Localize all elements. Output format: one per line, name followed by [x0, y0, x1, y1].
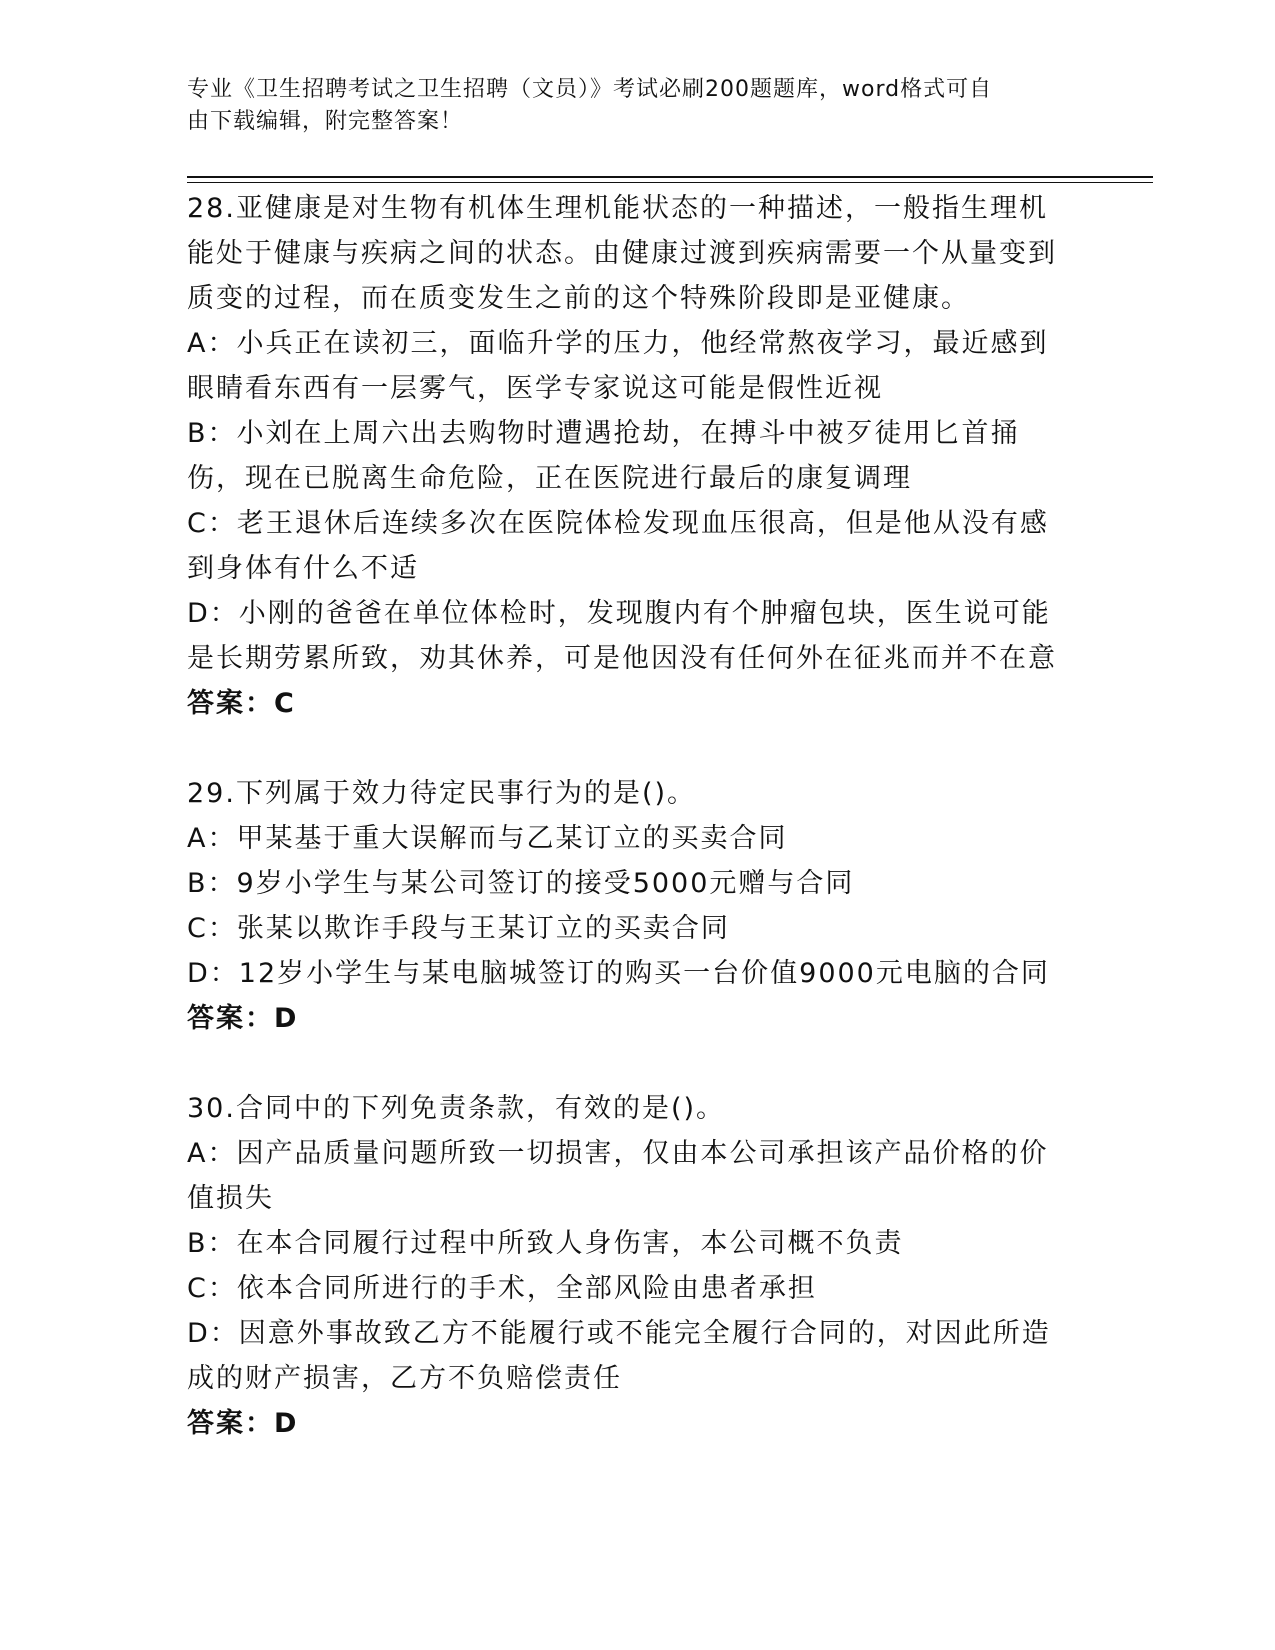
question-stem: 29.下列属于效力待定民事行为的是()。: [187, 778, 697, 809]
option-a: A：因产品质量问题所致一切损害，仅由本公司承担该产品价格的价值损失: [187, 1138, 1049, 1214]
answer-label: 答案：C: [187, 688, 296, 719]
question-28: [187, 186, 1067, 726]
option-c: C：张某以欺诈手段与王某订立的买卖合同: [187, 913, 730, 944]
question-stem: 28.亚健康是对生物有机体生理机能状态的一种描述，一般指生理机能处于健康与疾病之间的状态。由健康过渡到疾病需要一个从量变到质变的过程，而在质变发生之前的这个特殊阶段即是亚健康。: [187, 193, 1057, 314]
document-header: [187, 74, 1067, 138]
option-b: B：在本合同履行过程中所致人身伤害，本公司概不负责: [187, 1228, 904, 1259]
option-a: A：甲某基于重大误解而与乙某订立的买卖合同: [187, 823, 788, 854]
answer-label: 答案：D: [187, 1408, 299, 1439]
question-stem: 30.合同中的下列免责条款，有效的是()。: [187, 1093, 726, 1124]
header-divider-thick: [187, 176, 1153, 178]
option-b: B：9岁小学生与某公司签订的接受5000元赠与合同: [187, 868, 855, 899]
option-c: C：依本合同所进行的手术，全部风险由患者承担: [187, 1273, 817, 1304]
header-line-2: 由下载编辑，附完整答案！: [187, 109, 464, 134]
option-d: D：因意外事故致乙方不能履行或不能完全履行合同的，对因此所造成的财产损害，乙方不负赔偿责任: [187, 1318, 1051, 1394]
answer-label: 答案：D: [187, 1003, 299, 1034]
option-d: D：12岁小学生与某电脑城签订的购买一台价值9000元电脑的合同: [187, 958, 1050, 989]
question-29: [187, 771, 1067, 1041]
option-b: B：小刘在上周六出去购物时遭遇抢劫，在搏斗中被歹徒用匕首捅伤，现在已脱离生命危险，正在医院进行最后的康复调理: [187, 418, 1020, 494]
header-line-1: 专业《卫生招聘考试之卫生招聘（文员）》考试必刷200题题库，word格式可自: [187, 77, 993, 102]
option-a: A：小兵正在读初三，面临升学的压力，他经常熬夜学习，最近感到眼睛看东西有一层雾气，医学专家说这可能是假性近视: [187, 328, 1049, 404]
question-list: [187, 186, 1067, 1491]
option-c: C：老王退休后连续多次在医院体检发现血压很高，但是他从没有感到身体有什么不适: [187, 508, 1049, 584]
option-d: D：小刚的爸爸在单位体检时，发现腹内有个肿瘤包块，医生说可能是长期劳累所致，劝其休养，可是他因没有任何外在征兆而并不在意: [187, 598, 1057, 674]
question-30: [187, 1086, 1067, 1446]
header-divider-thin: [187, 182, 1153, 183]
